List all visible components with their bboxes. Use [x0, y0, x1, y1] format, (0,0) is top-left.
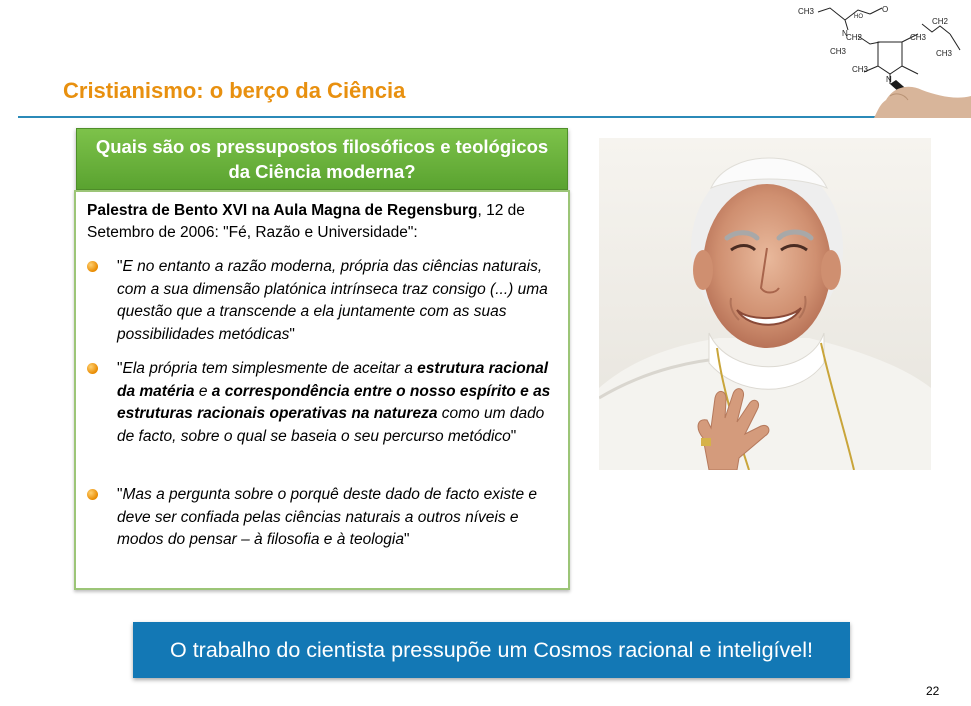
molecule-label: O [882, 5, 889, 14]
quote-close: " [403, 531, 410, 548]
lecture-intro [87, 200, 562, 244]
quote-emphasis: a correspondência entre o nosso espírito e as estruturas racionais operativas na natureza [117, 382, 551, 422]
lecture-details: , 12 de Setembro de 2006: "Fé, Razão e Universidade": [87, 202, 525, 241]
quote-bullet [87, 484, 557, 552]
quote-text: E no entanto a razão moderna, própria das ciências naturais, com a sua dimensão platónica intrínseca traz consigo (...) uma questão que a transcende a ela juntamente com as suas possibilidades metódicas [117, 258, 548, 343]
molecule-sketch-image [790, 0, 971, 118]
quote-close: " [510, 427, 517, 445]
molecule-label: CH2 [846, 33, 863, 42]
pope-portrait-image [599, 138, 931, 470]
molecule-label: N [842, 29, 848, 38]
molecule-label: CH2 [932, 17, 949, 26]
question-heading: Quais são os pressupostos filosóficos e teológicos da Ciência moderna? [76, 128, 568, 190]
slide-title: Cristianismo: o berço da Ciência [63, 78, 406, 103]
molecule-label: HO [854, 14, 863, 20]
molecule-label: CH3 [830, 47, 847, 56]
lecture-title: Palestra de Bento XVI na Aula Magna de Regensburg [87, 202, 478, 219]
quote-open: " [117, 360, 123, 377]
conclusion-banner: O trabalho do cientista pressupõe um Cosmos racional e inteligível! [133, 622, 850, 678]
bullet-dot-icon [87, 489, 98, 500]
quote-text: Mas a pergunta sobre o porquê deste dado de facto existe e deve ser confiada pelas ciências naturais a outros níveis e modos do pensar – à filosofia e à teologia [117, 486, 537, 548]
molecule-label: CH3 [798, 7, 815, 16]
page-number: 22 [926, 684, 940, 698]
quote-close: " [289, 325, 295, 343]
molecule-label: CH3 [852, 65, 869, 74]
molecule-label: CH3 [936, 49, 953, 58]
quote-bullet [87, 358, 557, 448]
molecule-label: N [886, 75, 892, 84]
molecule-label: CH3 [910, 33, 927, 42]
quote-open: " [117, 486, 123, 503]
quote-emphasis: estrutura racional da matéria [117, 360, 549, 400]
quote-text: e [194, 382, 212, 400]
quote-text: como um dado de facto, sobre o qual se baseia o seu percurso metódico [117, 405, 545, 445]
quote-open: " [117, 258, 123, 275]
bullet-dot-icon [87, 261, 98, 272]
quote-bullet [87, 256, 557, 346]
bullet-dot-icon [87, 363, 98, 374]
quote-text: Ela própria tem simplesmente de aceitar a [122, 360, 418, 377]
